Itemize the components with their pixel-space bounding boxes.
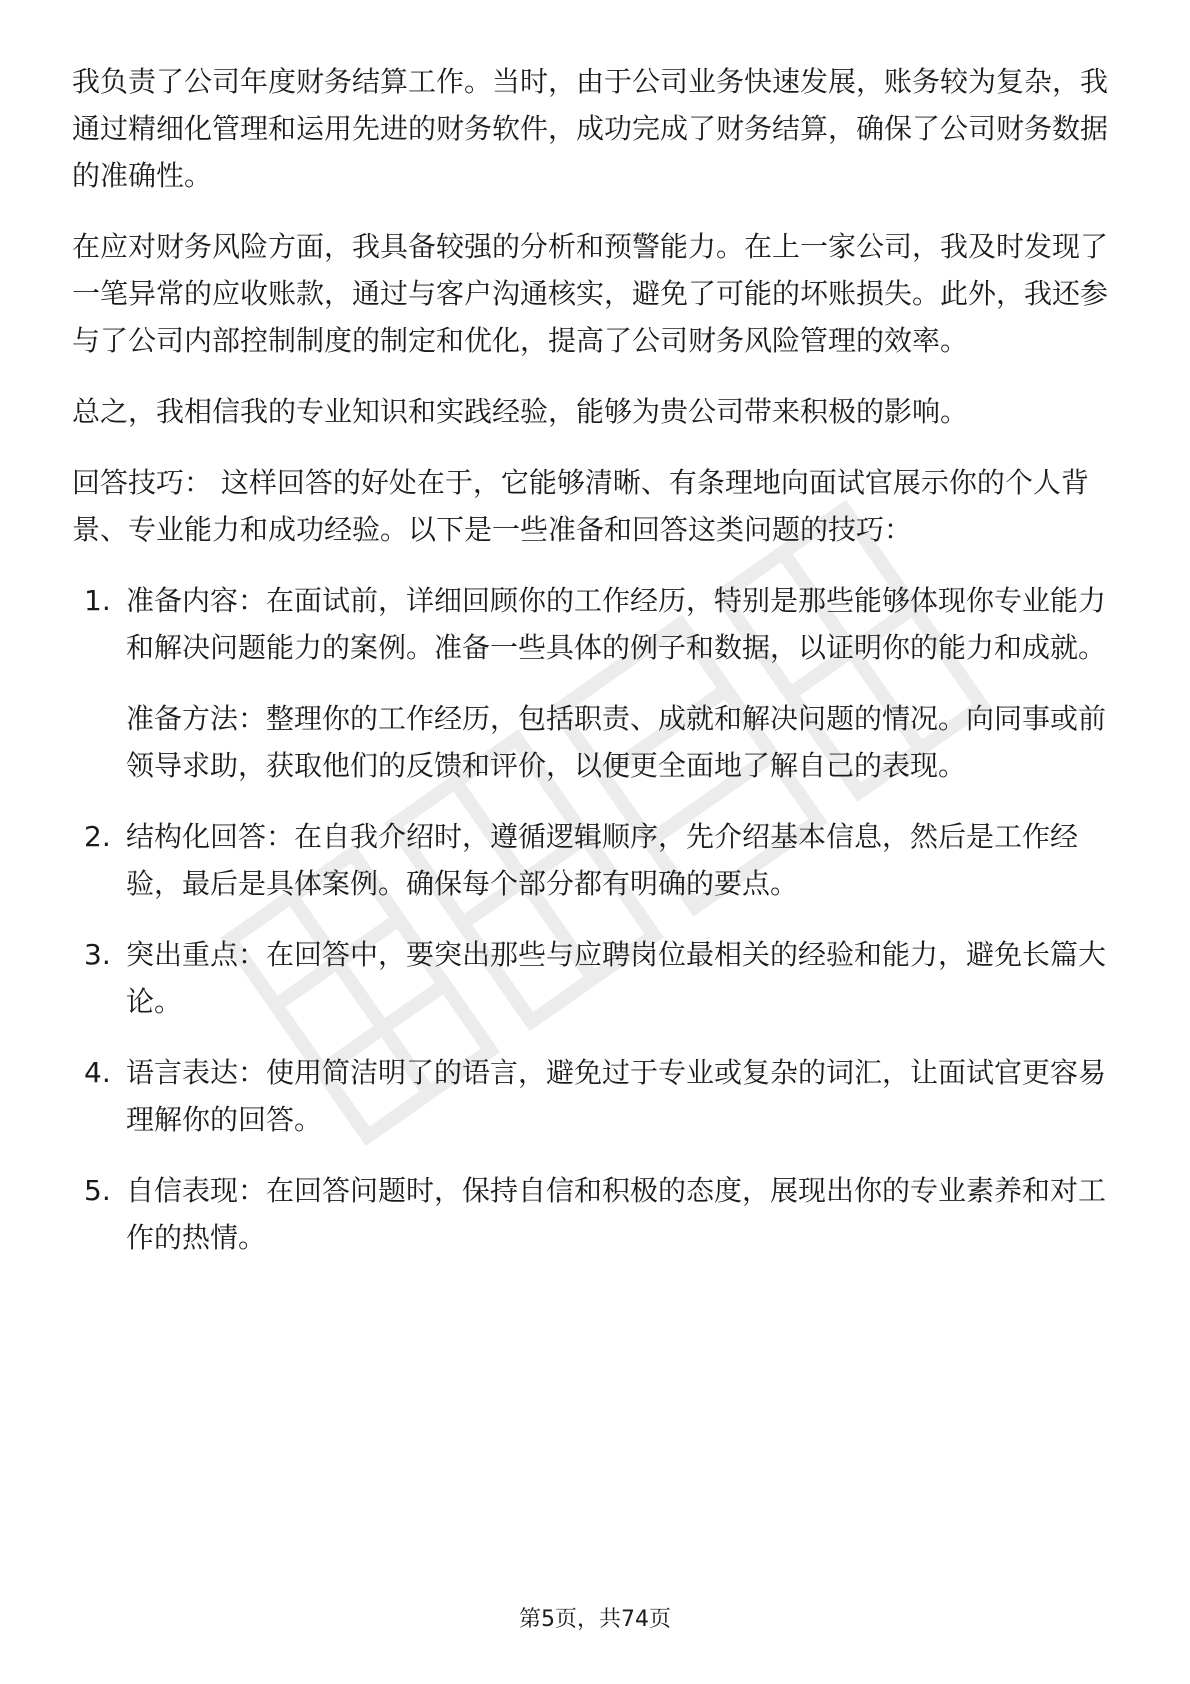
list-item-text: 自信表现：在回答问题时，保持自信和积极的态度，展现出你的专业素养和对工作的热情。 [126, 1174, 1107, 1254]
list-item-number: 4. [84, 1056, 111, 1089]
list-item [72, 813, 1118, 907]
list-item-number: 2. [84, 820, 111, 853]
list-item-text: 结构化回答：在自我介绍时，遵循逻辑顺序，先介绍基本信息，然后是工作经验，最后是具体案例。确保每个部分都有明确的要点。 [126, 820, 1079, 900]
document-body [72, 58, 1118, 1285]
page-number-footer: 第5页，共74页 [519, 1607, 671, 1632]
list-item-number: 1. [84, 584, 111, 617]
list-item-text: 准备内容：在面试前，详细回顾你的工作经历，特别是那些能够体现你专业能力和解决问题能力的案例。准备一些具体的例子和数据，以证明你的能力和成就。 [126, 584, 1107, 664]
list-item-subparagraph: 准备方法：整理你的工作经历，包括职责、成就和解决问题的情况。向同事或前领导求助，获取他们的反馈和评价，以便更全面地了解自己的表现。 [126, 702, 1107, 782]
list-item-number: 3. [84, 938, 111, 971]
paragraph-financial-risk: 在应对财务风险方面，我具备较强的分析和预警能力。在上一家公司，我及时发现了一笔异常的应收账款，通过与客户沟通核实，避免了可能的坏账损失。此外，我还参与了公司内部控制制度的制定和优化，提高了公司财务风险管理的效率。 [72, 230, 1109, 357]
paragraph-conclusion: 总之，我相信我的专业知识和实践经验，能够为贵公司带来积极的影响。 [72, 395, 969, 428]
tips-list [72, 577, 1118, 1261]
list-item [72, 931, 1118, 1025]
paragraph-financial-settlement: 我负责了公司年度财务结算工作。当时，由于公司业务快速发展，账务较为复杂，我通过精细化管理和运用先进的财务软件，成功完成了财务结算，确保了公司财务数据的准确性。 [72, 65, 1109, 192]
list-item-number: 5. [84, 1174, 111, 1207]
paragraph-answer-tips-intro: 回答技巧： 这样回答的好处在于，它能够清晰、有条理地向面试官展示你的个人背景、专业能力和成功经验。以下是一些准备和回答这类问题的技巧： [72, 466, 1089, 546]
list-item-text: 突出重点：在回答中，要突出那些与应聘岗位最相关的经验和能力，避免长篇大论。 [126, 938, 1107, 1018]
list-item-text: 语言表达：使用简洁明了的语言，避免过于专业或复杂的词汇，让面试官更容易理解你的回答。 [126, 1056, 1107, 1136]
list-item [72, 1049, 1118, 1143]
list-item [72, 577, 1118, 789]
list-item [72, 1167, 1118, 1261]
